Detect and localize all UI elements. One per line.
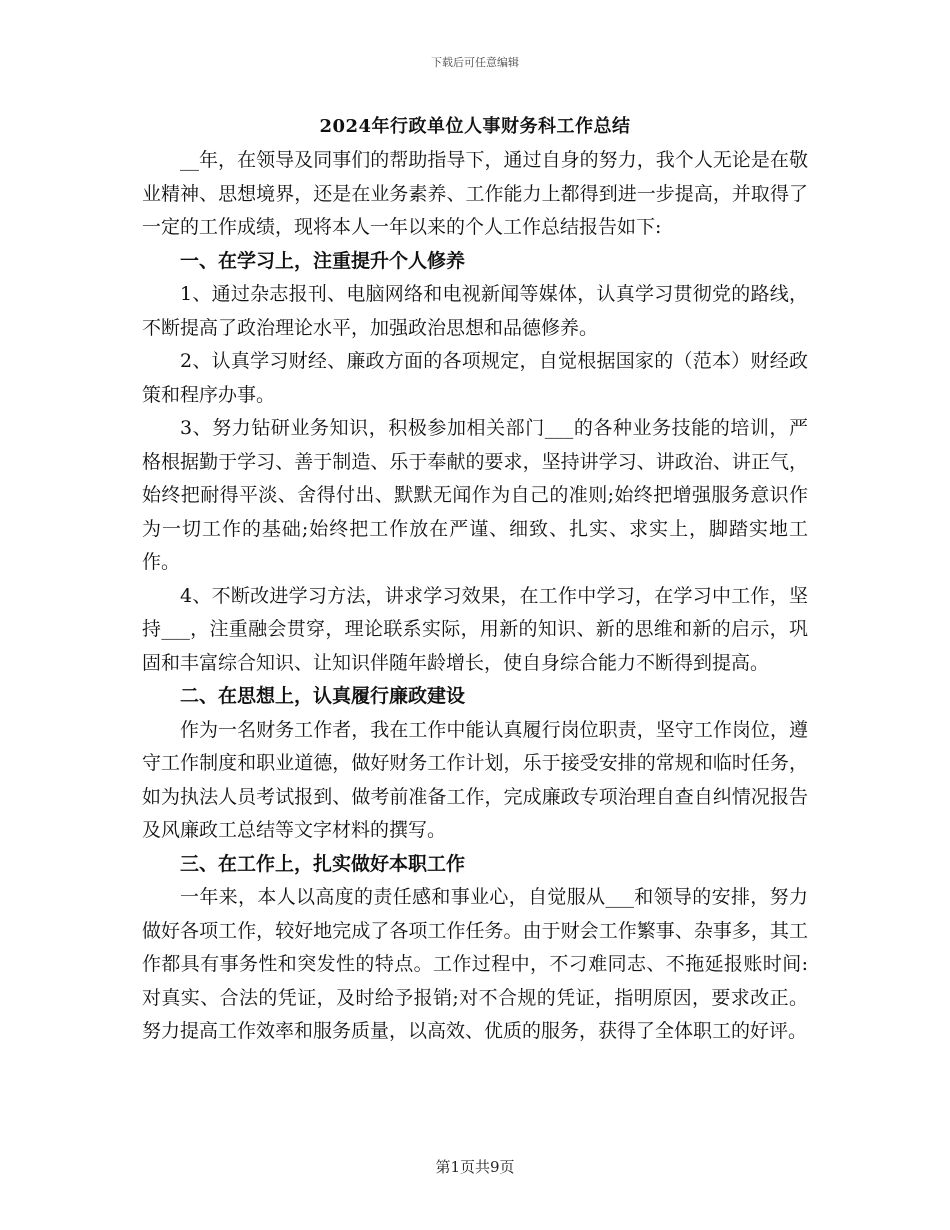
- paragraph-study-4: 4、不断改进学习方法，讲求学习效果，在工作中学习，在学习中工作，坚持___，注重融会贯穿，理论联系实际，用新的知识、新的思维和新的启示，巩固和丰富综合知识、让知识伴随年龄增长，使自身综合能力不断得到提高。: [142, 584, 808, 674]
- section-heading-study: 一、在学习上，注重提升个人修养: [180, 249, 466, 272]
- paragraph-study-3: 3、努力钻研业务知识，积极参加相关部门___的各种业务技能的培训，严格根据勤于学习、善于制造、乐于奉献的要求，坚持讲学习、讲政治、讲正气，始终把耐得平淡、舍得付出、默默无闻作为自己的准则;始终把增强服务意识作为一切工作的基础;始终把工作放在严谨、细致、扎实、求实上，脚踏实地工作。: [142, 417, 808, 573]
- paragraph-thought: 作为一名财务工作者，我在工作中能认真履行岗位职责，坚守工作岗位，遵守工作制度和职业道德，做好财务工作计划，乐于接受安排的常规和临时任务，如为执法人员考试报到、做考前准备工作，完成廉政专项治理自查自纠情况报告及风廉政工总结等文字材料的撰写。: [142, 718, 808, 841]
- page-footer: 第1页共9页: [435, 1158, 515, 1176]
- document-title: 2024年行政单位人事财务科工作总结: [319, 116, 631, 137]
- paragraph-work: 一年来，本人以高度的责任感和事业心，自觉服从___和领导的安排，努力做好各项工作，较好地完成了各项工作任务。由于财会工作繁事、杂事多，其工作都具有事务性和突发性的特点。工作过程中，不刁难同志、不拖延报账时间:对真实、合法的凭证，及时给予报销;对不合规的凭证，指明原因，要求改正。努力提高工作效率和服务质量，以高效、优质的服务，获得了全体职工的好评。: [142, 886, 808, 1042]
- section-heading-thought: 二、在思想上，认真履行廉政建设: [180, 685, 466, 707]
- paragraph-study-2: 2、认真学习财经、廉政方面的各项规定，自觉根据国家的（范本）财经政策和程序办事。: [142, 350, 808, 406]
- paragraph-intro: __年，在领导及同事们的帮助指导下，通过自身的努力，我个人无论是在敬业精神、思想境界，还是在业务素养、工作能力上都得到进一步提高，并取得了一定的工作成绩，现将本人一年以来的个人工作总结报告如下:: [142, 149, 808, 238]
- header-note: 下载后可任意编辑: [431, 56, 519, 69]
- paragraph-study-1: 1、通过杂志报刊、电脑网络和电视新闻等媒体，认真学习贯彻党的路线，不断提高了政治理论水平，加强政治思想和品德修养。: [142, 283, 808, 339]
- document-body: [142, 144, 808, 1049]
- section-heading-work: 三、在工作上，扎实做好本职工作: [180, 852, 466, 875]
